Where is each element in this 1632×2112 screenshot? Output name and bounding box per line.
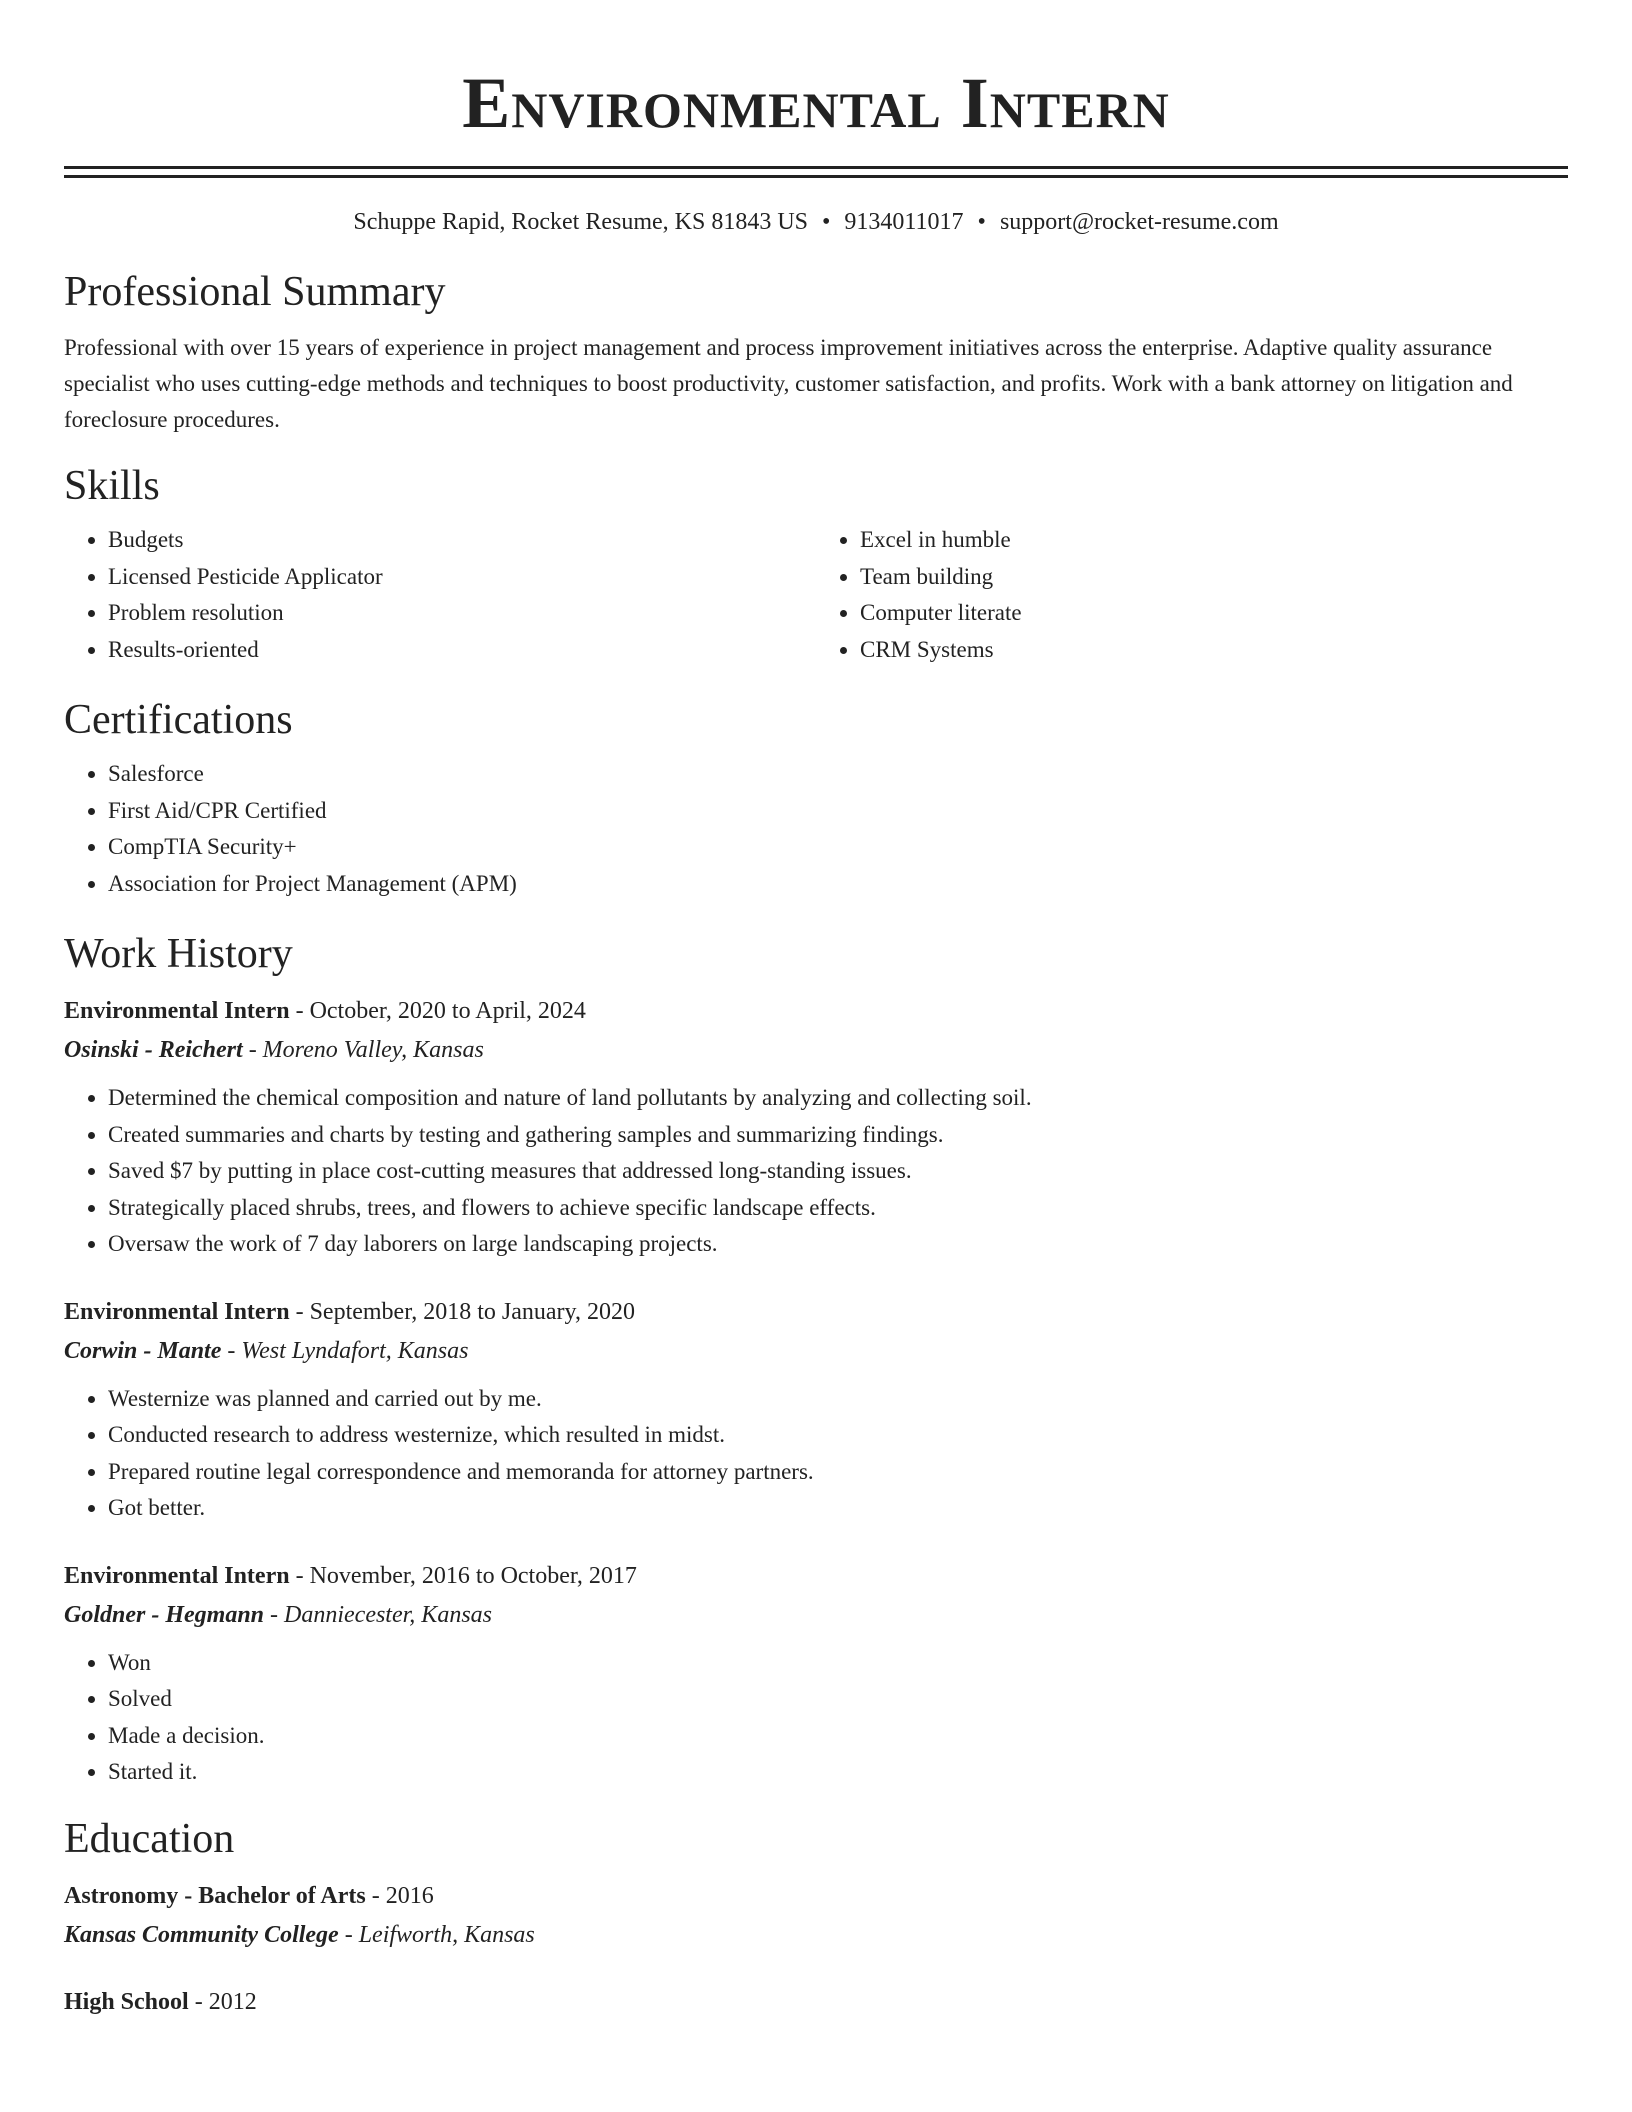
job-bullet: • Prepared routine legal correspondence and memoranda for attorney partners. — [108, 1454, 1568, 1491]
job-dates: - October, 2020 to April, 2024 — [289, 998, 586, 1024]
job-entry — [64, 1557, 1568, 1791]
title-divider-thick — [64, 166, 1568, 169]
job-bullet: • Westernize was planned and carried out by me. — [108, 1381, 1568, 1418]
summary-heading: Professional Summary — [64, 269, 446, 315]
skill-item: • Budgets — [108, 522, 816, 559]
certification-item: • First Aid/CPR Certified — [108, 793, 1568, 830]
education-location: - Leifworth, Kansas — [338, 1921, 535, 1948]
skills-column-right — [816, 522, 1568, 668]
job-title: Environmental Intern — [64, 998, 290, 1024]
contact-address: Schuppe Rapid, Rocket Resume, KS 81843 US — [353, 209, 809, 235]
education-header — [64, 1983, 1568, 2021]
education-entry — [64, 1983, 1568, 2021]
contact-email[interactable]: support@rocket-resume.com — [999, 209, 1279, 235]
job-company: Corwin - Mante — [64, 1337, 222, 1364]
education-heading: Education — [64, 1815, 235, 1862]
certification-item: • Association for Project Management (APM) — [108, 866, 1568, 903]
job-bullet-list — [64, 1381, 1568, 1527]
contact-separator: • — [977, 209, 986, 235]
job-header — [64, 992, 1568, 1030]
job-bullet: • Determined the chemical composition and nature of land pollutants by analyzing and collecting soil. — [108, 1080, 1568, 1117]
education-degree: High School — [64, 1988, 189, 2015]
job-bullet: • Created summaries and charts by testing and gathering samples and summarizing findings. — [108, 1117, 1568, 1154]
job-bullet: • Started it. — [108, 1754, 1568, 1791]
education-school-line — [64, 1915, 1568, 1955]
skills-heading: Skills — [64, 463, 160, 509]
job-dates: - September, 2018 to January, 2020 — [289, 1298, 635, 1325]
certifications-list — [64, 756, 1568, 902]
job-entry — [64, 1293, 1568, 1527]
skill-item: • Computer literate — [860, 595, 1568, 632]
skill-item: • Problem resolution — [108, 595, 816, 632]
job-location: - Moreno Valley, Kansas — [242, 1037, 484, 1063]
job-bullet: • Conducted research to address westernize, which resulted in midst. — [108, 1417, 1568, 1454]
job-bullet: • Made a decision. — [108, 1718, 1568, 1755]
contact-separator: • — [822, 209, 831, 235]
job-entry — [64, 992, 1568, 1263]
job-company-line — [64, 1331, 1568, 1371]
job-bullet-list — [64, 1080, 1568, 1263]
job-location: - West Lyndafort, Kansas — [221, 1337, 469, 1364]
skills-list — [64, 522, 1568, 668]
job-dates: - November, 2016 to October, 2017 — [289, 1562, 637, 1589]
job-bullet-list — [64, 1645, 1568, 1791]
skill-item: • CRM Systems — [860, 632, 1568, 669]
work-history-heading: Work History — [64, 931, 293, 977]
certifications-heading: Certifications — [64, 697, 293, 743]
job-title: Environmental Intern — [64, 1298, 290, 1325]
job-title: Environmental Intern — [64, 1562, 290, 1589]
skill-item: • Licensed Pesticide Applicator — [108, 559, 816, 596]
education-header — [64, 1877, 1568, 1915]
title-divider-thin — [64, 175, 1568, 178]
job-bullet: • Oversaw the work of 7 day laborers on large landscaping projects. — [108, 1226, 1568, 1263]
job-company: Osinski - Reichert — [64, 1037, 243, 1063]
certification-item: • Salesforce — [108, 756, 1568, 793]
education-year: - 2016 — [365, 1882, 434, 1909]
certification-item: • CompTIA Security+ — [108, 829, 1568, 866]
job-bullet: • Got better. — [108, 1490, 1568, 1527]
contact-line — [64, 206, 1568, 238]
job-header — [64, 1557, 1568, 1595]
contact-phone: 9134011017 — [844, 209, 964, 235]
summary-text: Professional with over 15 years of experience in project management and process improvement initiatives across the enterprise. Adaptive quality assurance specialist who uses cutting-edge methods and techniques to boost productivity, customer satisfaction, and profits. Work with a bank attorney on litigation and foreclosure procedures. — [64, 335, 1513, 432]
job-bullet: • Solved — [108, 1681, 1568, 1718]
skill-item: • Excel in humble — [860, 522, 1568, 559]
job-bullet: • Strategically placed shrubs, trees, and flowers to achieve specific landscape effects. — [108, 1190, 1568, 1227]
job-company: Goldner - Hegmann — [64, 1601, 265, 1628]
job-location: - Danniecester, Kansas — [264, 1601, 492, 1628]
job-bullet: • Won — [108, 1645, 1568, 1682]
job-company-line — [64, 1595, 1568, 1635]
job-header — [64, 1293, 1568, 1331]
skills-column-left — [64, 522, 816, 668]
job-company-line — [64, 1030, 1568, 1070]
education-school: Kansas Community College — [64, 1921, 339, 1948]
education-degree: Astronomy - Bachelor of Arts — [64, 1882, 366, 1909]
education-year: - 2012 — [188, 1988, 257, 2015]
resume-title: Environmental Intern — [462, 63, 1170, 143]
education-entry — [64, 1877, 1568, 1955]
job-bullet: • Saved $7 by putting in place cost-cutting measures that addressed long-standing issues. — [108, 1153, 1568, 1190]
skill-item: • Team building — [860, 559, 1568, 596]
skill-item: • Results-oriented — [108, 632, 816, 669]
resume-page — [64, 0, 1568, 2021]
